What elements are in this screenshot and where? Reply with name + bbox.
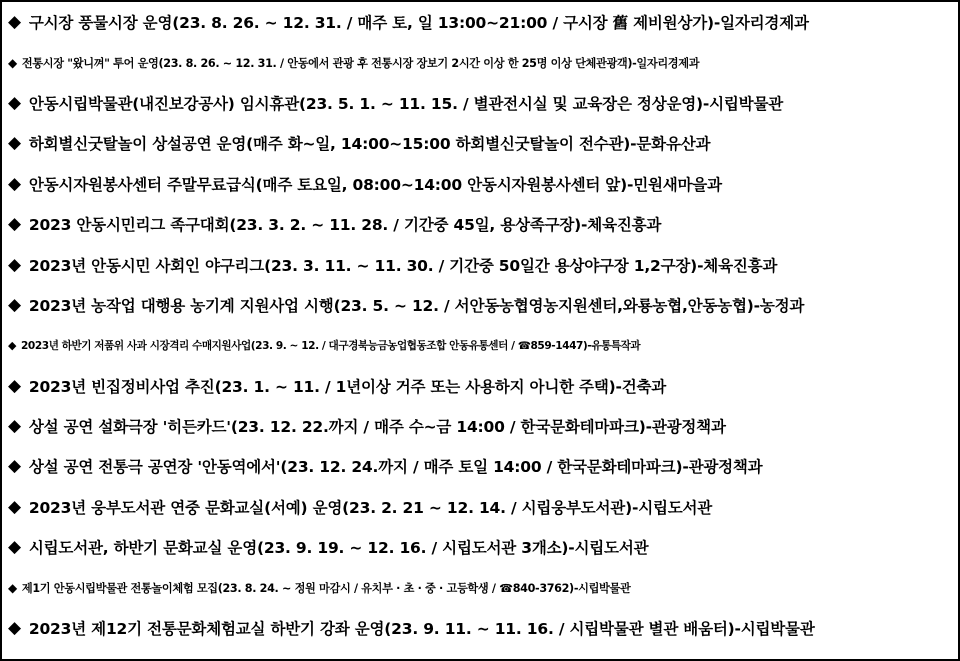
notice-text: 하회별신굿탈놀이 상설공연 운영(매주 화~일, 14:00~15:00 하회별신굿탈놀이 전수관)-문화유산과 — [28, 135, 711, 154]
notice-item — [8, 123, 952, 163]
notice-text: 2023년 제12기 전통문화체험교실 하반기 강좌 운영(23. 9. 11. ~ 11. 16. / 시립박물관 별관 배움터)-시립박물관 — [28, 620, 815, 639]
diamond-bullet-icon: ◆ — [8, 496, 21, 517]
diamond-bullet-icon: ◆ — [8, 338, 17, 352]
notice-text: 안동시립박물관(내진보강공사) 임시휴관(23. 5. 1. ~ 11. 15. / 별관전시실 및 교육장은 정상운영)-시립박물관 — [28, 94, 784, 113]
diamond-bullet-icon: ◆ — [8, 618, 21, 639]
notice-text: 구시장 풍물시장 운영(23. 8. 26. ~ 12. 31. / 매주 토, 일 13:00~21:00 / 구시장 舊 제비원상가)-일자리경제과 — [28, 14, 809, 33]
notice-text: 2023년 안동시민 사회인 야구리그(23. 3. 11. ~ 11. 30. / 기간중 50일간 용상야구장 1,2구장)-체육진흥과 — [28, 256, 778, 275]
notice-item — [8, 285, 952, 325]
notice-text: 2023년 하반기 저품위 사과 시장격리 수매지원사업(23. 9. ~ 12. / 대구경북능금농업협동조합 안동유통센터 / ☎859-1447)-유통특작과 — [21, 339, 641, 352]
notice-item — [8, 366, 952, 406]
notice-text: 안동시자원봉사센터 주말무료급식(매주 토요일, 08:00~14:00 안동시자원봉사센터 앞)-민원새마을과 — [28, 175, 722, 194]
notice-text: 시립도서관, 하반기 문화교실 운영(23. 9. 19. ~ 12. 16. / 시립도서관 3개소)-시립도서관 — [28, 539, 649, 558]
diamond-bullet-icon: ◆ — [8, 12, 21, 33]
diamond-bullet-icon: ◆ — [8, 456, 21, 477]
notice-item — [8, 2, 952, 42]
diamond-bullet-icon: ◆ — [8, 214, 21, 235]
notice-item — [8, 608, 952, 648]
notice-item — [8, 527, 952, 567]
notice-item — [8, 487, 952, 527]
notice-text: 제1기 안동시립박물관 전통놀이체험 모집(23. 8. 24. ~ 정원 마감시 / 유치부 · 초 · 중 · 고등학생 / ☎840-3762)-시립박물관 — [21, 581, 631, 595]
notice-item — [8, 446, 952, 486]
notice-item — [8, 567, 952, 607]
notice-text: 상설 공연 전통극 공연장 '안동역에서'(23. 12. 24.까지 / 매주 토일 14:00 / 한국문화테마파크)-관광정책과 — [28, 458, 763, 477]
diamond-bullet-icon: ◆ — [8, 416, 21, 437]
notice-list — [8, 2, 952, 648]
notice-item — [8, 406, 952, 446]
notice-item — [8, 42, 952, 82]
notice-text: 2023년 농작업 대행용 농기계 지원사업 시행(23. 5. ~ 12. / 서안동농협영농지원센터,와룡농협,안동농협)-농정과 — [28, 296, 805, 315]
notice-item — [8, 325, 952, 365]
notice-text: 2023년 웅부도서관 연중 문화교실(서예) 운영(23. 2. 21 ~ 12. 14. / 시립웅부도서관)-시립도서관 — [28, 498, 713, 517]
notice-item — [8, 83, 952, 123]
diamond-bullet-icon: ◆ — [8, 294, 21, 315]
diamond-bullet-icon: ◆ — [8, 173, 21, 194]
notice-text: 2023 안동시민리그 족구대회(23. 3. 2. ~ 11. 28. / 기간중 45일, 용상족구장)-체육진흥과 — [28, 216, 662, 235]
diamond-bullet-icon: ◆ — [8, 537, 21, 558]
notice-item — [8, 164, 952, 204]
notice-text: 2023년 빈집정비사업 추진(23. 1. ~ 11. / 1년이상 거주 또는 사용하지 아니한 주택)-건축과 — [28, 377, 667, 396]
diamond-bullet-icon: ◆ — [8, 55, 17, 70]
diamond-bullet-icon: ◆ — [8, 133, 21, 154]
notice-item — [8, 244, 952, 284]
diamond-bullet-icon: ◆ — [8, 92, 21, 113]
diamond-bullet-icon: ◆ — [8, 580, 17, 595]
diamond-bullet-icon: ◆ — [8, 254, 21, 275]
notice-item — [8, 204, 952, 244]
notice-text: 전통시장 "왔니껴" 투어 운영(23. 8. 26. ~ 12. 31. / 안동에서 관광 후 전통시장 장보기 2시간 이상 한 25명 이상 단체관광객)-일자리경제과 — [21, 56, 700, 70]
diamond-bullet-icon: ◆ — [8, 375, 21, 396]
notice-text: 상설 공연 설화극장 '히든카드'(23. 12. 22.까지 / 매주 수~금 14:00 / 한국문화테마파크)-관광정책과 — [28, 418, 726, 437]
